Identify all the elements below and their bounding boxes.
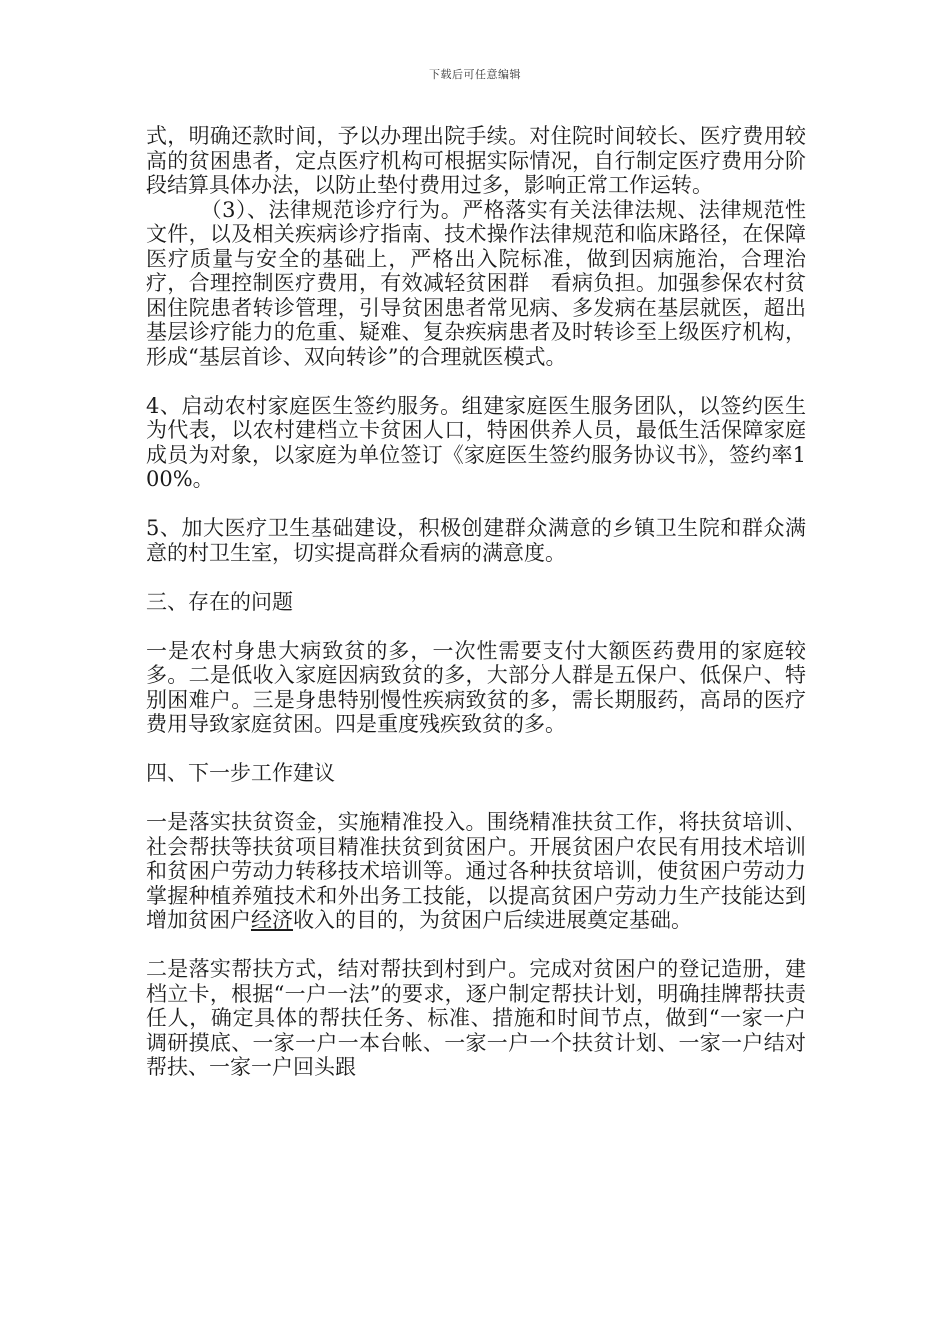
page-header: 下载后可任意编辑 <box>429 68 521 81</box>
economy-link[interactable]: 经济 <box>251 908 293 932</box>
paragraph-poverty-funds-part2: 收入的目的，为贫困户后续进展奠定基础。 <box>293 908 692 932</box>
paragraph-problems: 一是农村身患大病致贫的多，一次性需要支付大额医药费用的家庭较多。二是低收入家庭因病致贫的多，大部分人群是五保户、低保户、特别困难户。三是身患特别慢性疾病致贫的多，需长期服药，高昂的医疗费用导致家庭贫困。四是重度残疾致贫的多。 <box>146 638 806 736</box>
paragraph-payment-settlement: 式，明确还款时间，予以办理出院手续。对住院时间较长、医疗费用较高的贫困患者，定点医疗机构可根据实际情况，自行制定医疗费用分阶段结算具体办法，以防止垫付费用过多，影响正常工作运转。 <box>146 124 806 197</box>
paragraph-regulate-diagnosis: （3）、法律规范诊疗行为。严格落实有关法律法规、法律规范性文件，以及相关疾病诊疗指南、技术操作法律规范和临床路径，在保障医疗质量与安全的基础上，严格出入院标准，做到因病施治，合理治疗，合理控制医疗费用，有效减轻贫困群 看病负担。加强参保农村贫困住院患者转诊管理，引导贫困患者常见病、多发病在基层就医，超出基层诊疗能力的危重、疑难、复杂疾病患者及时转诊至上级医疗机构，形成“基层首诊、双向转诊”的合理就医模式。 <box>146 197 806 369</box>
paragraph-family-doctor: 4、启动农村家庭医生签约服务。组建家庭医生服务团队，以签约医生为代表，以农村建档立卡贫困人口，特困供养人员，最低生活保障家庭成员为对象，以家庭为单位签订《家庭医生签约服务协议书》，签约率100%。 <box>146 393 806 491</box>
section-heading-problems: 三、存在的问题 <box>146 589 293 614</box>
paragraph-assistance-method: 二是落实帮扶方式，结对帮扶到村到户。完成对贫困户的登记造册，建档立卡，根据“一户一法”的要求，逐户制定帮扶计划，明确挂牌帮扶责任人，确定具体的帮扶任务、标准、措施和时间节点，做到“一家一户调研摸底、一家一户一本台帐、一家一户一个扶贫计划、一家一户结对帮扶、一家一户回头跟 <box>146 957 806 1079</box>
document-body <box>146 124 806 1080</box>
paragraph-poverty-funds <box>146 810 806 933</box>
paragraph-infrastructure: 5、加大医疗卫生基础建设，积极创建群众满意的乡镇卫生院和群众满意的村卫生室，切实提高群众看病的满意度。 <box>146 516 806 565</box>
section-heading-suggestions: 四、下一步工作建议 <box>146 761 335 785</box>
paragraph-poverty-funds-part1: 一是落实扶贫资金，实施精准投入。围绕精准扶贫工作，将扶贫培训、社会帮扶等扶贫项目精准扶贫到贫困户。开展贫困户农民有用技术培训和贫困户劳动力转移技术培训等。通过各种扶贫培训，使贫困户劳动力掌握种植养殖技术和外出务工技能，以提高贫困户劳动力生产技能达到增加贫困户 <box>146 810 806 932</box>
